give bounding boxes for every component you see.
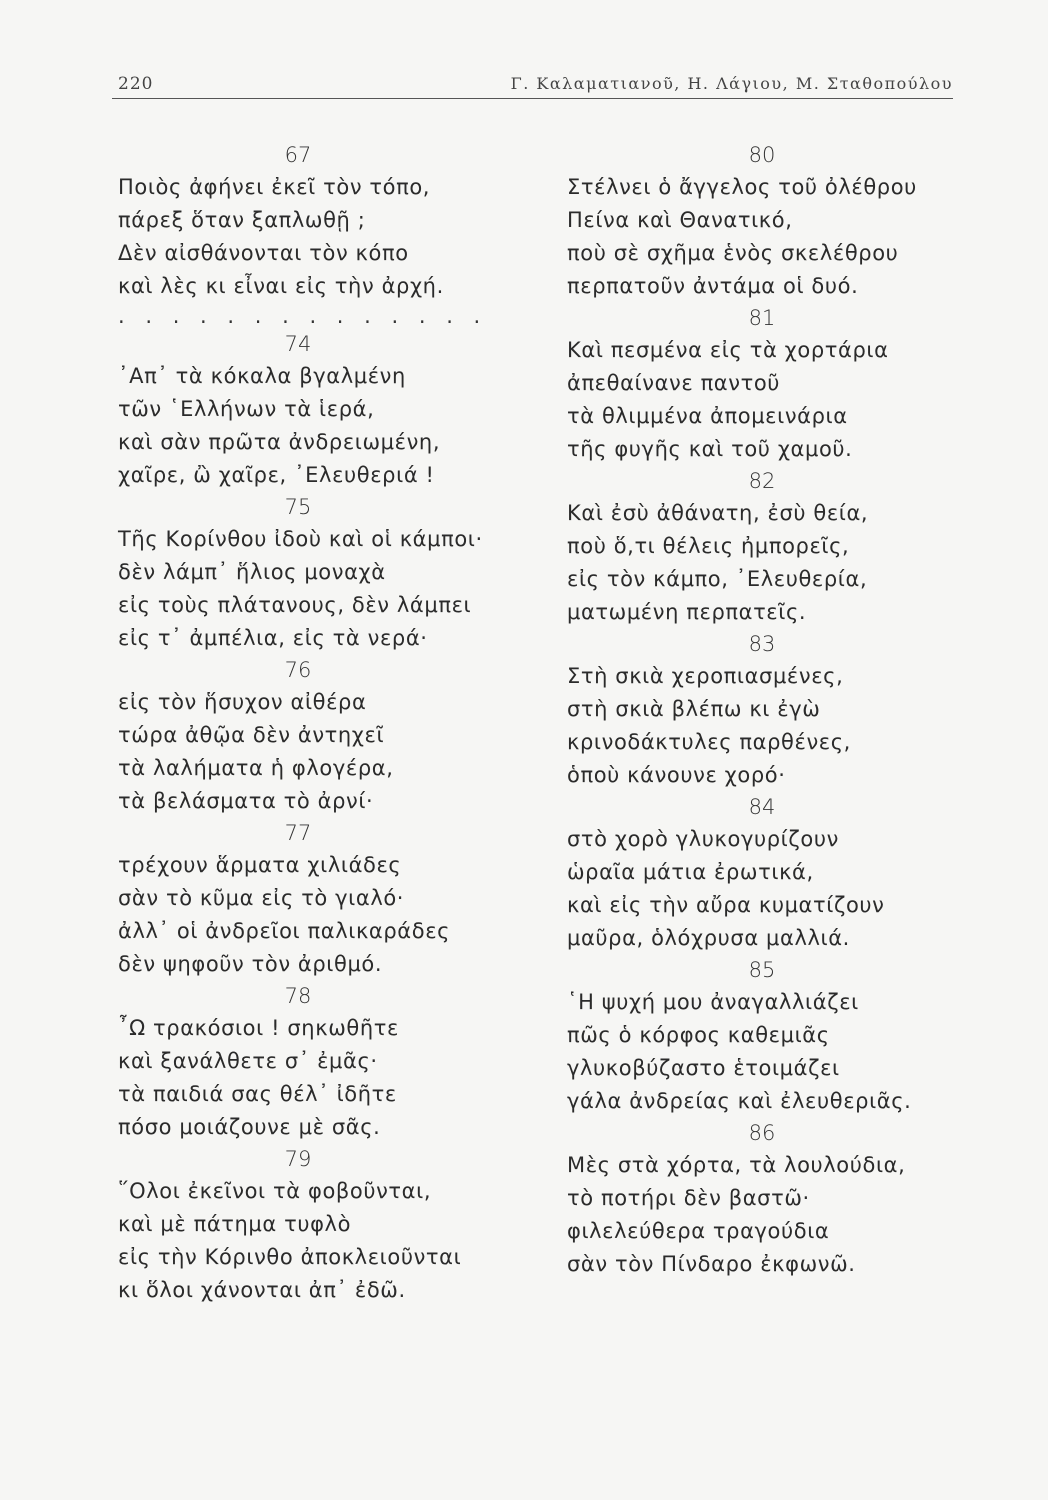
verse-line: εἰς τὴν Κόρινθο ἀποκλειοῦνται	[118, 1245, 462, 1269]
verse-line: ὡραῖα μάτια ἐρωτικά,	[567, 860, 814, 884]
verse-line: τὰ θλιμμένα ἀπομεινάρια	[567, 404, 848, 428]
stanza	[567, 466, 967, 629]
stanza	[567, 303, 967, 466]
verse-line: περπατοῦν ἀντάμα οἱ δυό.	[567, 274, 859, 298]
stanza-number: 83	[748, 632, 776, 656]
verse-line: γλυκοβύζαστο ἑτοιμάζει	[567, 1056, 840, 1080]
page-header	[112, 72, 953, 99]
verse-line: ἀπεθαίνανε παντοῦ	[567, 371, 781, 395]
verse-line: ῞Ολοι ἐκεῖνοι τὰ φοβοῦνται,	[118, 1179, 432, 1203]
stanza-number: 84	[748, 795, 776, 819]
verse-line: Δὲν αἰσθάνονται τὸν κόπο	[118, 241, 409, 265]
verse-line: τῆς φυγῆς καὶ τοῦ χαμοῦ.	[567, 437, 853, 461]
verse-line: καὶ λὲς κι εἶναι εἰς τὴν ἀρχή.	[118, 274, 444, 298]
stanza-number: 82	[748, 469, 776, 493]
stanza-number: 86	[748, 1121, 776, 1145]
page-number: 220	[118, 74, 154, 94]
verse-line: τρέχουν ἅρματα χιλιάδες	[118, 853, 402, 877]
stanza	[118, 655, 508, 818]
verse-line: πῶς ὁ κόρφος καθεμιᾶς	[567, 1023, 830, 1047]
verse-line: κρινοδάκτυλες παρθένες,	[567, 730, 851, 754]
stanza	[567, 629, 967, 792]
verse-line: ᾿Απ᾿ τὰ κόκαλα βγαλμένη	[118, 364, 406, 388]
running-head: Γ. Καλαματιανοῦ, Η. Λάγιου, Μ. Σταθοπούλου	[510, 74, 953, 93]
verse-line: Τῆς Κορίνθου ἰδοὺ καὶ οἱ κάμποι·	[118, 527, 483, 551]
verse-line: χαῖρε, ὢ χαῖρε, ᾿Ελευθεριά !	[118, 463, 435, 487]
verse-line: πόσο μοιάζουνε μὲ σᾶς.	[118, 1115, 381, 1139]
verse-line: μαῦρα, ὁλόχρυσα μαλλιά.	[567, 926, 850, 950]
verse-line: ὁποὺ κάνουνε χορό·	[567, 763, 786, 787]
stanza	[118, 818, 508, 981]
verse-line: κι ὅλοι χάνονται ἀπ᾿ ἐδῶ.	[118, 1278, 406, 1302]
verse-line: σὰν τὸν Πίνδαρο ἐκφωνῶ.	[567, 1252, 856, 1276]
verse-line: δὲν ψηφοῦν τὸν ἀριθμό.	[118, 952, 383, 976]
verse-line: τὰ λαλήματα ἡ φλογέρα,	[118, 756, 394, 780]
verse-line: ματωμένη περπατεῖς.	[567, 600, 807, 624]
stanza-number: 74	[284, 332, 312, 356]
verse-line: ποὺ ὅ,τι θέλεις ἠμπορεῖς,	[567, 534, 850, 558]
verse-line: σὰν τὸ κῦμα εἰς τὸ γιαλό·	[118, 886, 405, 910]
verse-line: εἰς τ᾿ ἀμπέλια, εἰς τὰ νερά·	[118, 626, 428, 650]
verse-line: στὴ σκιὰ βλέπω κι ἐγὼ	[567, 697, 821, 721]
verse-line: ἀλλ᾿ οἱ ἀνδρεῖοι παλικαράδες	[118, 919, 451, 943]
verse-line: καὶ ξανάλθετε σ᾿ ἐμᾶς·	[118, 1049, 378, 1073]
stanza-number: 80	[748, 143, 776, 167]
verse-line: Μὲς στὰ χόρτα, τὰ λουλούδια,	[567, 1153, 906, 1177]
verse-line: ῾Η ψυχή μου ἀναγαλλιάζει	[567, 990, 859, 1014]
verse-line: Καὶ πεσμένα εἰς τὰ χορτάρια	[567, 338, 889, 362]
verse-line: Στὴ σκιὰ χεροπιασμένες,	[567, 664, 844, 688]
stanza-number: 77	[284, 821, 312, 845]
stanza-number: 76	[284, 658, 312, 682]
verse-line: Στέλνει ὁ ἄγγελος τοῦ ὀλέθρου	[567, 175, 917, 199]
verse-line: τὰ βελάσματα τὸ ἀρνί·	[118, 789, 374, 813]
stanza	[567, 955, 967, 1118]
verse-line: εἰς τὸν κάμπο, ᾿Ελευθερία,	[567, 567, 868, 591]
verse-line: φιλελεύθερα τραγούδια	[567, 1219, 830, 1243]
stanza-number: 75	[284, 495, 312, 519]
stanza	[118, 492, 508, 655]
stanza	[118, 981, 508, 1144]
verse-line: εἰς τοὺς πλάτανους, δὲν λάμπει	[118, 593, 472, 617]
verse-line: καὶ εἰς τὴν αὔρα κυματίζουν	[567, 893, 885, 917]
verse-line: Καὶ ἐσὺ ἀθάνατη, ἐσὺ θεία,	[567, 501, 869, 525]
verse-line: πάρεξ ὅταν ξαπλωθῇ ;	[118, 208, 366, 232]
verse-line: ποὺ σὲ σχῆμα ἑνὸς σκελέθρου	[567, 241, 899, 265]
verse-line: Ποιὸς ἀφήνει ἐκεῖ τὸν τόπο,	[118, 175, 431, 199]
omission-dots: . . . . . . . . . . . . . .	[118, 304, 488, 328]
stanza-number: 67	[284, 143, 312, 167]
verse-line: τώρα ἀθῷα δὲν ἀντηχεῖ	[118, 723, 385, 747]
stanza-number: 81	[748, 306, 776, 330]
verse-line: δὲν λάμπ᾿ ἥλιος μοναχὰ	[118, 560, 386, 584]
stanza	[567, 792, 967, 955]
right-column	[567, 140, 967, 1281]
stanza	[118, 1144, 508, 1307]
verse-line: τὰ παιδιά σας θέλ᾿ ἰδῆτε	[118, 1082, 397, 1106]
stanza-number: 79	[284, 1147, 312, 1171]
verse-line: εἰς τὸν ἥσυχον αἰθέρα	[118, 690, 367, 714]
verse-line: καὶ μὲ πάτημα τυφλὸ	[118, 1212, 352, 1236]
stanza	[567, 140, 967, 303]
verse-line: ῏Ω τρακόσιοι ! σηκωθῆτε	[118, 1016, 399, 1040]
verse-line: στὸ χορὸ γλυκογυρίζουν	[567, 827, 839, 851]
verse-line: Πείνα καὶ Θανατικό,	[567, 208, 793, 232]
stanza	[567, 1118, 967, 1281]
verse-line: καὶ σὰν πρῶτα ἀνδρειωμένη,	[118, 430, 441, 454]
verse-line: τὸ ποτήρι δὲν βαστῶ·	[567, 1186, 810, 1210]
stanza	[118, 329, 508, 492]
verse-line: τῶν ῾Ελλήνων τὰ ἱερά,	[118, 397, 375, 421]
left-column	[118, 140, 508, 1307]
stanza-number: 78	[284, 984, 312, 1008]
stanza	[118, 140, 508, 303]
stanza-number: 85	[748, 958, 776, 982]
verse-line: γάλα ἀνδρείας καὶ ἐλευθεριᾶς.	[567, 1089, 912, 1113]
